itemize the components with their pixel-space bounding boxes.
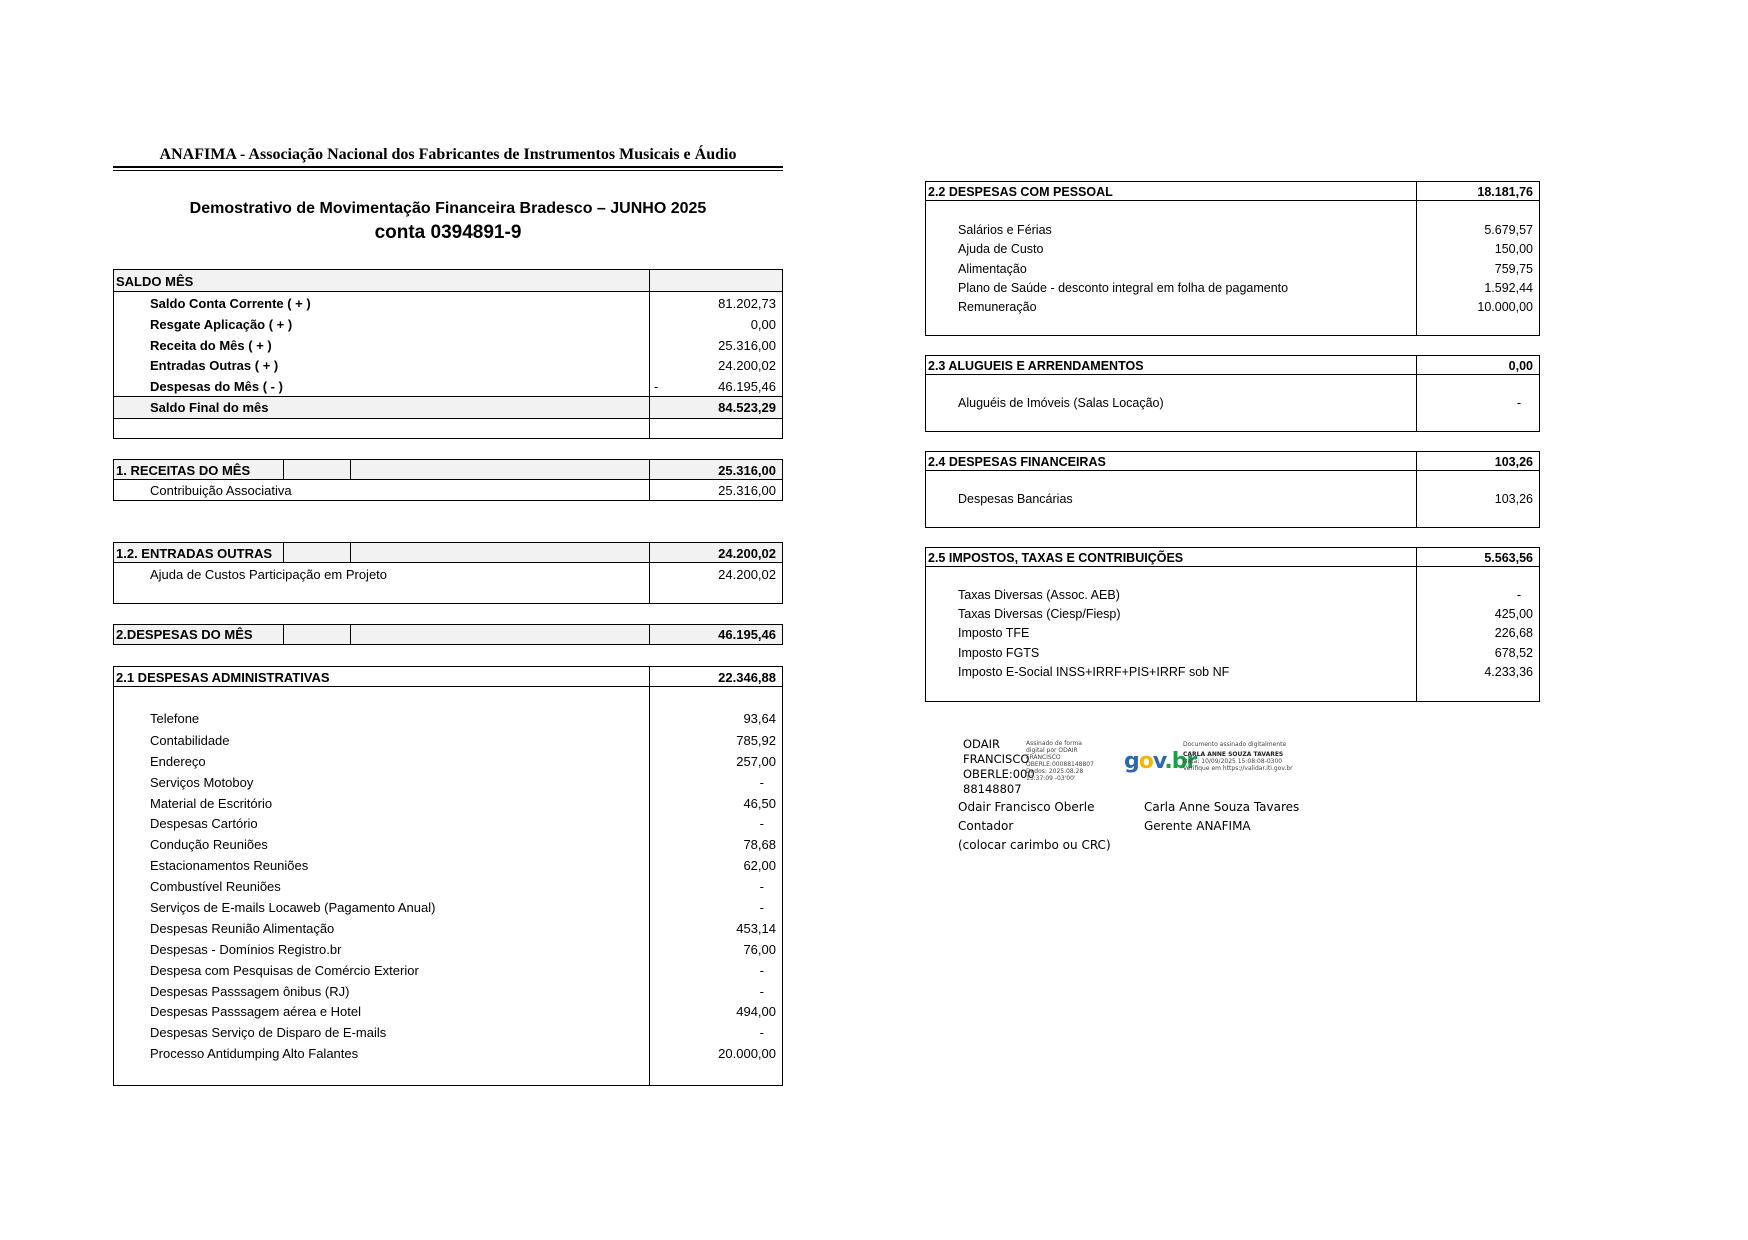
table-row-value: 46,50 [743, 796, 776, 811]
alugueis-table [925, 355, 1540, 432]
digital-signature-stamp-odair: ODAIR FRANCISCO OBERLE:000 88148807 [963, 737, 1035, 796]
table-row-label: Contabilidade [150, 733, 230, 748]
negative-sign: - [654, 379, 659, 394]
table-row-value: 76,00 [743, 942, 776, 957]
despesas-pessoal-title: 2.2 DESPESAS COM PESSOAL [928, 185, 1113, 199]
table-row-label: Processo Antidumping Alto Falantes [150, 1046, 359, 1061]
entradas-total: 24.200,02 [718, 546, 776, 561]
table-row-label: Condução Reuniões [150, 837, 268, 852]
table-row-label: Despesas Reunião Alimentação [150, 921, 335, 936]
table-row-label: Despesas Passsagem aérea e Hotel [150, 1004, 362, 1019]
impostos-total: 5.563,56 [1484, 551, 1533, 565]
table-row-value: 103,26 [1494, 492, 1533, 506]
table-row-value: 10.000,00 [1477, 300, 1533, 314]
table-row-label: Combustível Reuniões [150, 879, 281, 894]
despesas-financeiras-table [925, 451, 1540, 528]
table-row-label: Despesas Passsagem ônibus (RJ) [150, 984, 350, 999]
despesas-pessoal-total: 18.181,76 [1477, 185, 1533, 199]
table-row-value: 93,64 [743, 711, 776, 726]
table-row-label: Plano de Saúde - desconto integral em folha de pagamento [958, 281, 1289, 295]
table-row-label: Ajuda de Custo [958, 242, 1044, 256]
impostos-title: 2.5 IMPOSTOS, TAXAS E CONTRIBUIÇÕES [928, 551, 1184, 565]
table-row-value: 0,00 [750, 317, 776, 332]
digital-signature-details-odair: Assinado de forma digital por ODAIR FRANCISCO OBERLE:00088148807 Dados: 2025.08.28 13:37:09 -03'00' [1026, 740, 1094, 782]
alugueis-total: 0,00 [1508, 359, 1533, 373]
table-row-label: Taxas Diversas (Ciesp/Fiesp) [958, 607, 1121, 621]
receitas-title: 1. RECEITAS DO MÊS [116, 463, 251, 478]
table-row-label: Estacionamentos Reuniões [150, 858, 309, 873]
table-row-value: 678,52 [1494, 646, 1533, 660]
table-row-value: 257,00 [736, 754, 776, 769]
table-row-label: Endereço [150, 754, 206, 769]
despesas-pessoal-table [925, 181, 1540, 336]
table-row-value: 1.592,44 [1484, 281, 1533, 295]
table-row-label: Imposto E-Social INSS+IRRF+PIS+IRRF sob NF [958, 665, 1230, 679]
financeiras-total: 103,26 [1494, 455, 1533, 469]
table-row-label: Telefone [150, 711, 200, 726]
table-row-label: Serviços Motoboy [150, 775, 254, 790]
table-row-value: 20.000,00 [718, 1046, 776, 1061]
table-row-value: - [759, 900, 764, 915]
receitas-total: 25.316,00 [718, 463, 776, 478]
table-row-label: Receita do Mês ( + ) [150, 338, 272, 353]
table-row-label: Salários e Férias [958, 223, 1052, 237]
table-row-value: 150,00 [1494, 242, 1533, 256]
entradas-title: 1.2. ENTRADAS OUTRAS [116, 546, 273, 561]
table-row-label: Despesa com Pesquisas de Comércio Exterior [150, 963, 419, 978]
table-row-value: 5.679,57 [1484, 223, 1533, 237]
receitas-table [113, 459, 783, 501]
table-row-label: Imposto FGTS [958, 646, 1040, 660]
despesas-mes-table [113, 624, 783, 645]
signer-name-left: Odair Francisco Oberle [958, 800, 1095, 814]
entradas-table [113, 542, 783, 604]
table-row-label: Serviços de E-mails Locaweb (Pagamento Anual) [150, 900, 436, 915]
despesas-mes-title: 2.DESPESAS DO MÊS [116, 627, 253, 642]
document-title: Demostrativo de Movimentação Financeira Bradesco – JUNHO 2025 [189, 200, 707, 217]
table-row-value: - [759, 984, 764, 999]
table-row-value: 24.200,02 [718, 358, 776, 373]
table-row-value: 78,68 [743, 837, 776, 852]
table-row-value: - [759, 775, 764, 790]
table-row-value: 226,68 [1494, 626, 1533, 640]
table-row-value: 785,92 [736, 733, 776, 748]
header-rule [113, 166, 783, 168]
despesas-adm-total: 22.346,88 [718, 670, 776, 685]
signer-note-left: (colocar carimbo ou CRC) [958, 838, 1111, 852]
table-row-value: 46.195,46 [718, 379, 776, 394]
document-subtitle: conta 0394891-9 [374, 222, 522, 243]
table-row-value: 494,00 [736, 1004, 776, 1019]
saldo-mes-table [113, 269, 783, 439]
table-row-value: 81.202,73 [718, 296, 776, 311]
table-row-value: 425,00 [1494, 607, 1533, 621]
table-row-label: Despesas - Domínios Registro.br [150, 942, 342, 957]
table-row-value: 24.200,02 [718, 567, 776, 582]
signer-name-right: Carla Anne Souza Tavares [1144, 800, 1300, 814]
table-row-value: - [759, 816, 764, 831]
table-row-label: Remuneração [958, 300, 1037, 314]
table-row-value: 25.316,00 [718, 338, 776, 353]
organization-title: ANAFIMA - Associação Nacional dos Fabricantes de Instrumentos Musicais e Áudio [159, 146, 737, 163]
table-row-value: 4.233,36 [1484, 665, 1533, 679]
header-rule [113, 170, 783, 171]
gov-br-logo-text: gov.br [1124, 749, 1197, 774]
financeiras-title: 2.4 DESPESAS FINANCEIRAS [928, 455, 1106, 469]
despesas-mes-total: 46.195,46 [718, 627, 776, 642]
despesas-administrativas-table [113, 666, 783, 1086]
table-row-label: Contribuição Associativa [150, 483, 292, 498]
table-row-label: Material de Escritório [150, 796, 273, 811]
table-row-value: 453,14 [736, 921, 776, 936]
table-row-value: - [759, 879, 764, 894]
saldo-mes-title: SALDO MÊS [116, 274, 194, 289]
saldo-final-label: Saldo Final do mês [150, 400, 269, 415]
table-row-label: Saldo Conta Corrente ( + ) [150, 296, 311, 311]
table-row-value: 759,75 [1494, 262, 1533, 276]
table-row-label: Despesas do Mês ( - ) [150, 379, 283, 394]
table-row-label: Imposto TFE [958, 626, 1030, 640]
table-row-label: Aluguéis de Imóveis (Salas Locação) [958, 396, 1164, 410]
alugueis-title: 2.3 ALUGUEIS E ARRENDAMENTOS [928, 359, 1144, 373]
signer-role-left: Contador [958, 819, 1014, 833]
table-row-label: Resgate Aplicação ( + ) [150, 317, 293, 332]
table-row-label: Despesas Bancárias [958, 492, 1073, 506]
table-row-value: 25.316,00 [718, 483, 776, 498]
table-row-label: Alimentação [958, 262, 1027, 276]
table-row-label: Despesas Cartório [150, 816, 258, 831]
table-row-value: - [759, 963, 764, 978]
table-row-value: - [1516, 588, 1521, 602]
saldo-final-value: 84.523,29 [718, 400, 776, 415]
table-row-value: 62,00 [743, 858, 776, 873]
table-row-label: Despesas Serviço de Disparo de E-mails [150, 1025, 387, 1040]
table-row-label: Entradas Outras ( + ) [150, 358, 279, 373]
despesas-adm-title: 2.1 DESPESAS ADMINISTRATIVAS [116, 670, 330, 685]
table-row-label: Ajuda de Custos Participação em Projeto [150, 567, 388, 582]
signer-role-right: Gerente ANAFIMA [1144, 819, 1251, 833]
digital-signature-details-carla: Documento assinado digitalmente CARLA ANNE SOUZA TAVARES Data: 10/09/2025 15:08:08-0300 Verifique em https://validar.iti.gov.br [1183, 741, 1293, 772]
table-row-label: Taxas Diversas (Assoc. AEB) [958, 588, 1120, 602]
impostos-table [925, 547, 1540, 702]
table-row-value: - [759, 1025, 764, 1040]
table-row-value: - [1516, 396, 1521, 410]
